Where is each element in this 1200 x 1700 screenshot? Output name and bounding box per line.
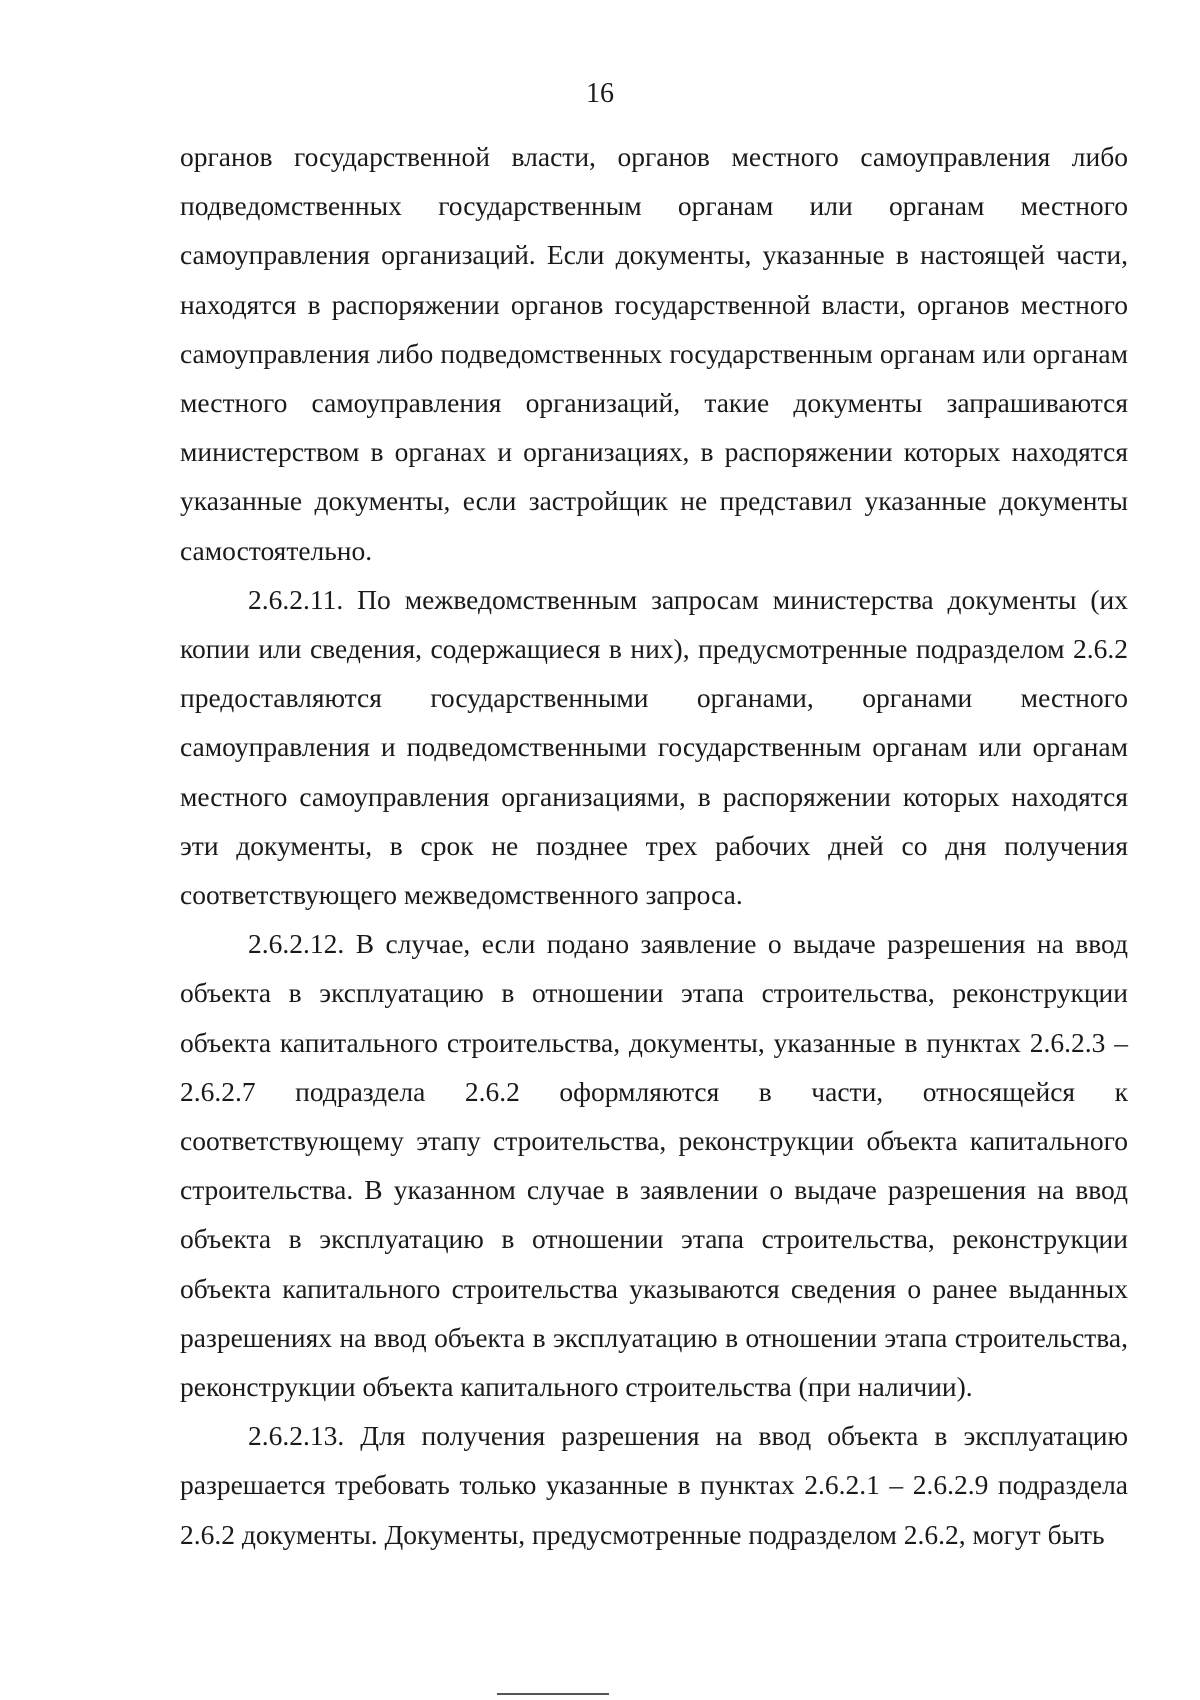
paragraph-2-6-2-13: 2.6.2.13. Для получения разрешения на ввод объекта в эксплуатацию разрешается требовать только указанные в пунктах 2.6.2.1 – 2.6.2.9 подраздела 2.6.2 документы. Документы, предусмотренные подразделом 2.6.2, могут быть bbox=[180, 1420, 1128, 1550]
paragraph-2-6-2-12: 2.6.2.12. В случае, если подано заявление о выдаче разрешения на ввод объекта в эксплуатацию в отношении этапа строительства, реконструкции объекта капитального строительства, документы, указанные в пунктах 2.6.2.3 – 2.6.2.7 подраздела 2.6.2 оформляются в части, относящейся к соответствующему этапу строительства, реконструкции объекта капитального строительства. В указанном случае в заявлении о выдаче разрешения на ввод объекта в эксплуатацию в отношении этапа строительства, реконструкции объекта капитального строительства указываются сведения о ранее выданных разрешениях на ввод объекта в эксплуатацию в отношении этапа строительства, реконструкции объекта капитального строительства (при наличии). bbox=[180, 928, 1128, 1403]
document-body bbox=[180, 132, 1128, 1559]
paragraph-continuation: органов государственной власти, органов местного самоуправления либо подведомственных государственным органам или органам местного самоуправления организаций. Если документы, указанные в настоящей части, находятся в распоряжении органов государственной власти, органов местного самоуправления либо подведомственных государственным органам или органам местного самоуправления организаций, такие документы запрашиваются министерством в органах и организациях, в распоряжении которых находятся указанные документы, если застройщик не представил указанные документы самостоятельно. bbox=[180, 141, 1128, 566]
footer-divider bbox=[497, 1693, 609, 1695]
paragraph-2-6-2-11: 2.6.2.11. По межведомственным запросам министерства документы (их копии или сведения, содержащиеся в них), предусмотренные подразделом 2.6.2 предоставляются государственными органами, органами местного самоуправления и подведомственными государственным органам или органам местного самоуправления организациями, в распоряжении которых находятся эти документы, в срок не позднее трех рабочих дней со дня получения соответствующего межведомственного запроса. bbox=[180, 583, 1128, 911]
page-number: 16 bbox=[586, 78, 614, 109]
